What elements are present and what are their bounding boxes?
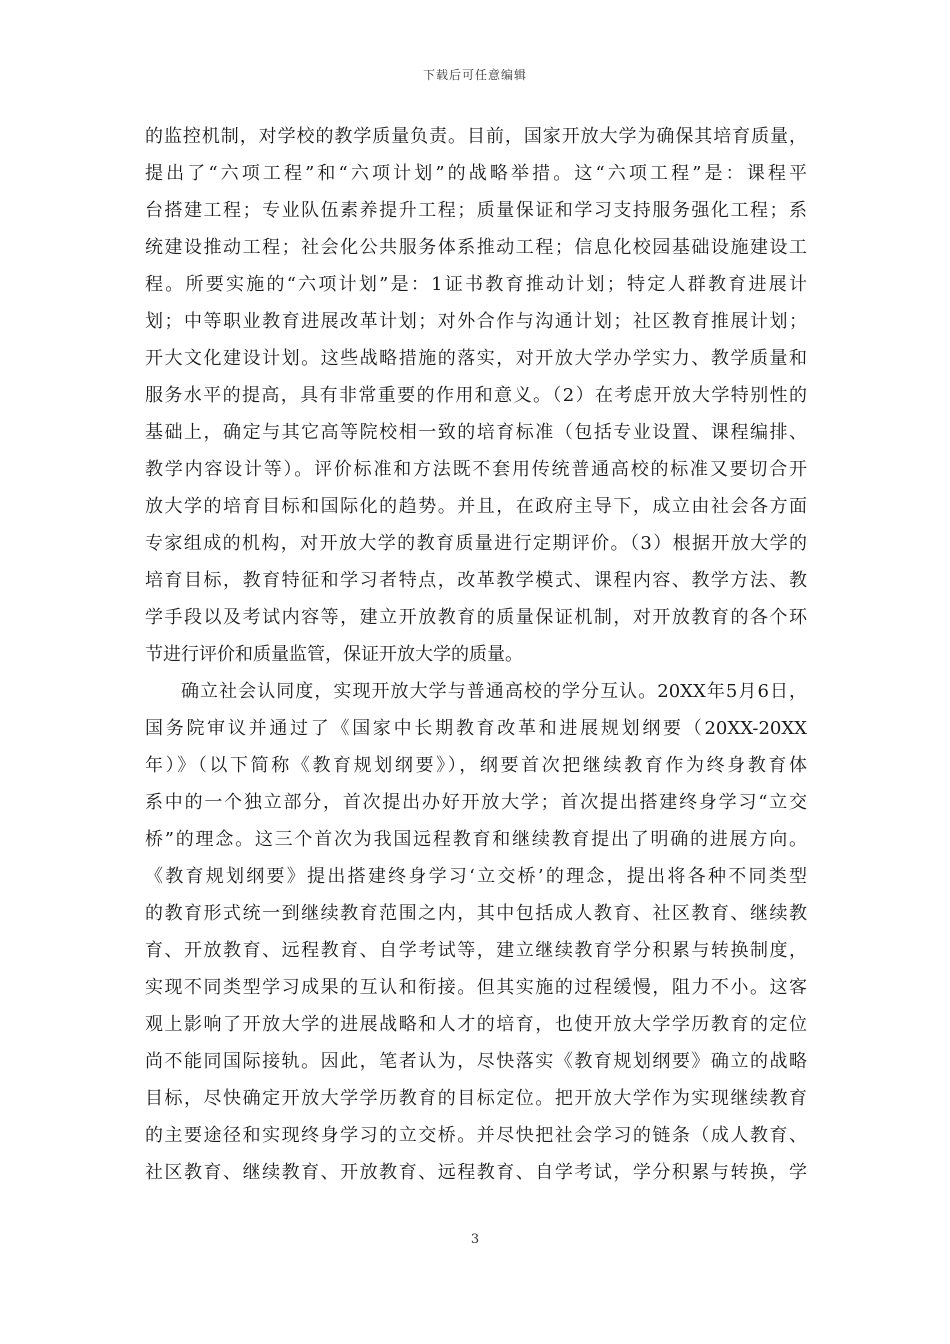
text-line: 系中的一个独立部分，首次提出办好开放大学；首次提出搭建终身学习“立交 (145, 792, 807, 813)
paragraph-end-line: 节进行评价和质量监管，保证开放大学的质量。 (145, 644, 523, 665)
text-line: 桥”的理念。这三个首次为我国远程教育和继续教育提出了明确的进展方向。 (145, 829, 807, 850)
text-line: 程。所要实施的“六项计划”是：1证书教育推动计划；特定人群教育进展计 (145, 274, 807, 295)
text-line: 年）》（以下简称《教育规划纲要》），纲要首次把继续教育作为终身教育体 (145, 755, 807, 776)
page-header: 下载后可任意编辑 (422, 68, 527, 82)
text-line: 国务院审议并通过了《国家中长期教育改革和进展规划纲要（20XX-20XX (145, 718, 807, 739)
text-line: 《教育规划纲要》提出搭建终身学习‘立交桥’的理念，提出将各种不同类型 (145, 866, 807, 887)
text-line: 开大文化建设计划。这些战略措施的落实，对开放大学办学实力、教学质量和 (145, 348, 807, 369)
page-number: 3 (470, 1232, 480, 1247)
text-line: 育、开放教育、远程教育、自学考试等，建立继续教育学分积累与转换制度， (145, 940, 807, 961)
text-line: 尚不能同国际接轨。因此，笔者认为，尽快落实《教育规划纲要》确立的战略 (145, 1051, 807, 1072)
text-line: 台搭建工程；专业队伍素养提升工程；质量保证和学习支持服务强化工程；系 (145, 200, 807, 221)
text-line: 的教育形式统一到继续教育范围之内，其中包括成人教育、社区教育、继续教 (145, 903, 807, 924)
text-line: 实现不同类型学习成果的互认和衔接。但其实施的过程缓慢，阻力不小。这客 (145, 977, 807, 998)
text-line: 放大学的培育目标和国际化的趋势。并且，在政府主导下，成立由社会各方面 (145, 496, 807, 517)
text-line: 专家组成的机构，对开放大学的教育质量进行定期评价。（3）根据开放大学的 (145, 533, 807, 554)
text-line: 服务水平的提高，具有非常重要的作用和意义。（2）在考虑开放大学特别性的 (145, 385, 807, 406)
text-line: 的主要途径和实现终身学习的立交桥。并尽快把社会学习的链条（成人教育、 (145, 1125, 807, 1146)
paragraph-first-line: 确立社会认同度，实现开放大学与普通高校的学分互认。20XX年5月6日， (181, 681, 807, 702)
text-line: 培育目标，教育特征和学习者特点，改革教学模式、课程内容、教学方法、教 (145, 570, 807, 591)
text-line: 基础上，确定与其它高等院校相一致的培育标准（包括专业设置、课程编排、 (145, 422, 807, 443)
text-line: 统建设推动工程；社会化公共服务体系推动工程；信息化校园基础设施建设工 (145, 237, 807, 258)
text-line: 划；中等职业教育进展改革计划；对外合作与沟通计划；社区教育推展计划； (145, 311, 807, 332)
text-line: 社区教育、继续教育、开放教育、远程教育、自学考试，学分积累与转换，学 (145, 1162, 807, 1183)
text-line: 目标，尽快确定开放大学学历教育的目标定位。把开放大学作为实现继续教育 (145, 1088, 807, 1109)
text-line: 的监控机制，对学校的教学质量负责。目前，国家开放大学为确保其培育质量， (145, 126, 807, 147)
text-line: 学手段以及考试内容等，建立开放教育的质量保证机制，对开放教育的各个环 (145, 607, 807, 628)
text-line: 观上影响了开放大学的进展战略和人才的培育，也使开放大学学历教育的定位 (145, 1014, 807, 1035)
document-body (145, 118, 807, 1191)
text-line: 教学内容设计等）。评价标准和方法既不套用传统普通高校的标准又要切合开 (145, 459, 807, 480)
text-line: 提出了“六项工程”和“六项计划”的战略举措。这“六项工程”是：课程平 (145, 163, 807, 184)
